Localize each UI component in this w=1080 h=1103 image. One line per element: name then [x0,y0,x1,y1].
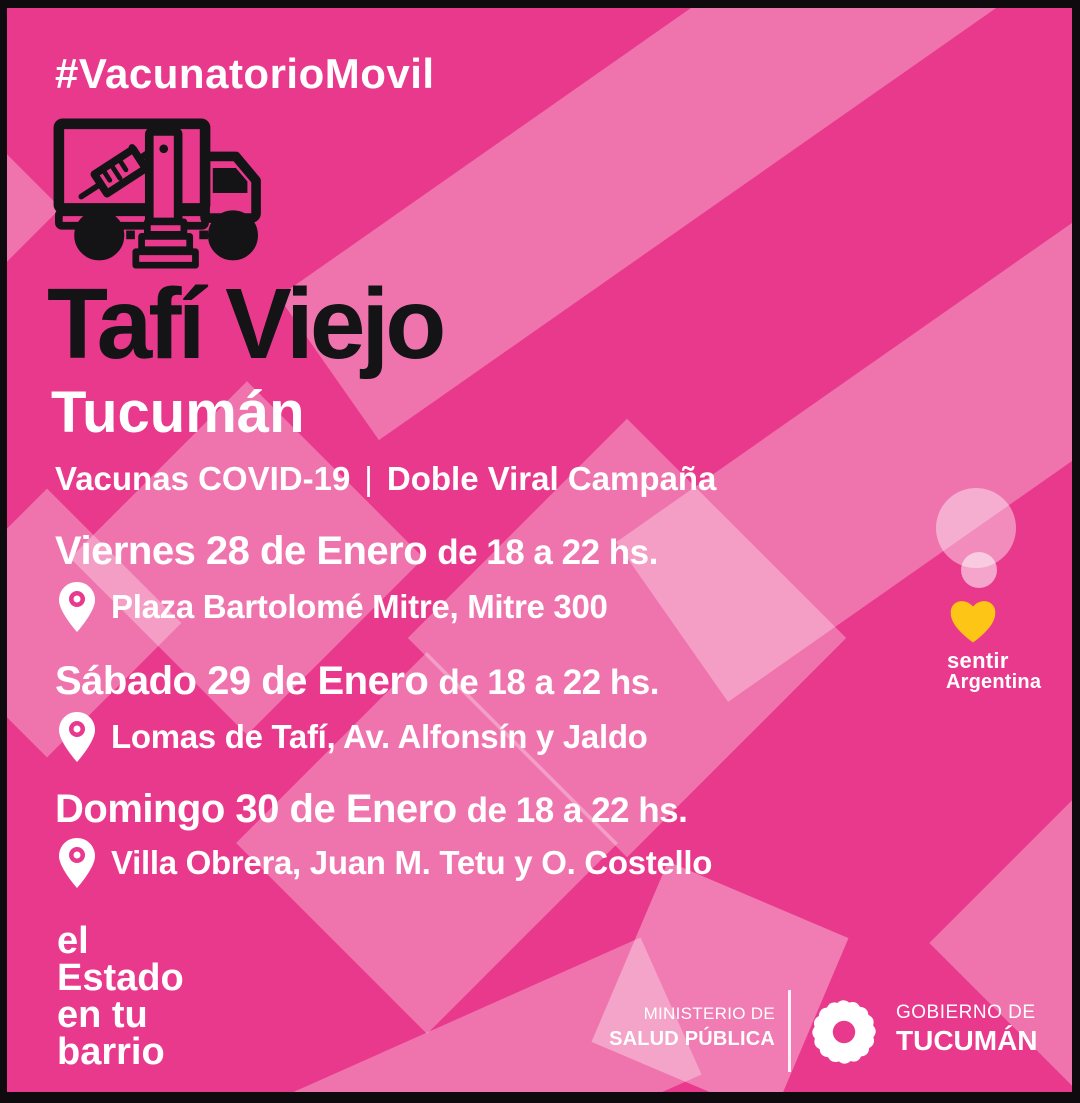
government-lockup [896,1002,1038,1057]
event-1-location: Plaza Bartolomé Mitre, Mitre 300 [111,588,608,625]
event-2-title [55,659,659,704]
event-2-time: de 18 a 22 hs. [438,663,659,702]
slogan-line: barrio [57,1031,165,1073]
pinwheel-sun-logo [805,993,883,1071]
subtitle-divider: | [364,460,373,497]
hashtag-title: #VacunatorioMovil [55,50,435,97]
event-1-location-row [59,582,608,632]
event-3-location-row [59,838,712,888]
footer-divider [788,990,791,1072]
government-line1: GOBIERNO DE [896,1002,1036,1023]
government-line2: TUCUMÁN [896,1025,1038,1056]
heart-icon [947,596,999,643]
event-1-time: de 18 a 22 hs. [437,533,658,572]
slogan-line: Estado [57,957,184,999]
city-title: Tafí Viejo [47,268,443,380]
event-2-day: Sábado 29 de Enero [55,659,429,703]
event-3-location: Villa Obrera, Juan M. Tetu y O. Costello [111,844,713,881]
event-2-location-row [59,712,648,762]
location-pin-icon [59,712,95,762]
sentir-logo-circle-small [961,552,997,588]
location-pin-icon [59,582,95,632]
event-3-day: Domingo 30 de Enero [55,787,457,831]
event-3-time: de 18 a 22 hs. [466,791,688,830]
ministry-line2: SALUD PÚBLICA [609,1028,775,1050]
subtitle-part2: Doble Viral Campaña [386,460,717,497]
event-1-day: Viernes 28 de Enero [55,529,428,573]
province-title: Tucumán [51,380,305,445]
sentir-wordmark: sentir [947,648,1009,673]
poster-canvas [7,8,1072,1092]
campaign-subtitle [55,460,716,498]
location-pin-icon [59,838,95,888]
ministry-line1: MINISTERIO DE [643,1004,775,1023]
sentir-argentina-label: Argentina [946,671,1042,693]
vaccination-truck-icon [49,118,264,270]
slogan-el-estado-en-tu-barrio [57,920,184,1073]
ministry-lockup [547,1004,775,1051]
subtitle-part1: Vacunas COVID-19 [55,460,351,497]
slogan-line: en tu [57,994,148,1036]
event-2-location: Lomas de Tafí, Av. Alfonsín y Jaldo [111,718,648,755]
slogan-line: el [57,920,89,962]
event-3-title [55,787,687,832]
event-1-title [55,529,658,574]
